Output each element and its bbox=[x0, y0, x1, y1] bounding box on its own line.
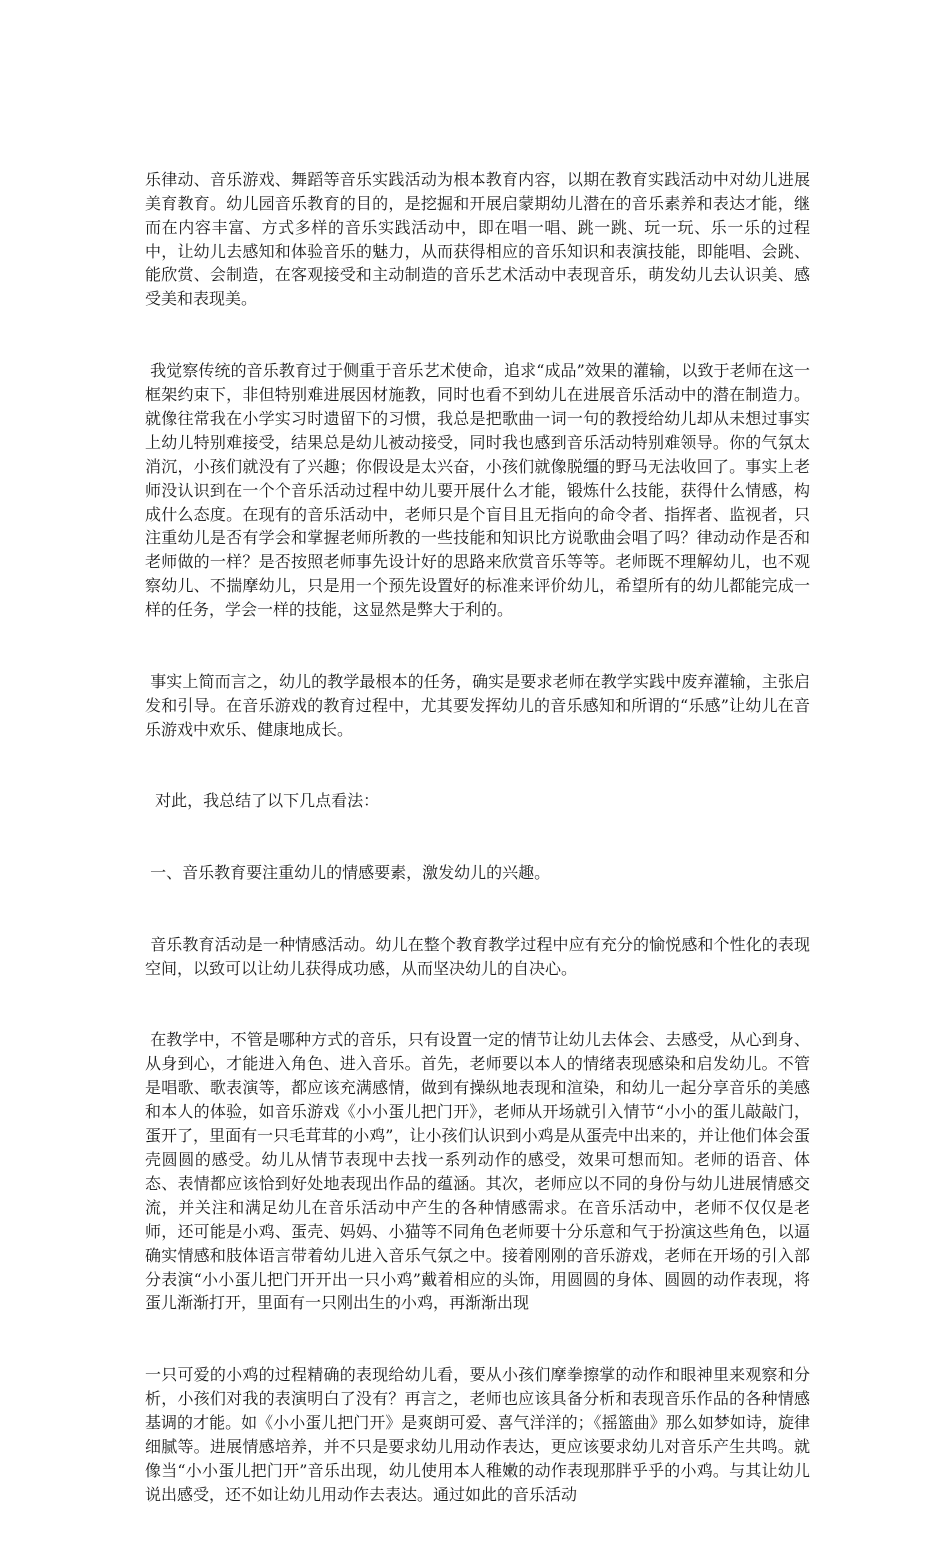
paragraph-5: 音乐教育活动是一种情感活动。幼儿在整个教育教学过程中应有充分的愉悦感和个性化的表现空间，以致可以让幼儿获得成功感，从而坚决幼儿的自决心。 bbox=[145, 934, 810, 978]
paragraph-7: 一只可爱的小鸡的过程精确的表现给幼儿看，要从小孩们摩拳擦掌的动作和眼神里来观察和分析，小孩们对我的表演明白了没有？再言之，老师也应该具备分析和表现音乐作品的各种情感基调的才能。如《小小蛋儿把门开》是爽朗可爱、喜气洋洋的；《摇篮曲》那么如梦如诗，旋律细腻等。进展情感培养，并不只是要求幼儿用动作表达，更应该要求幼儿对音乐产生共鸣。就像当“小小蛋儿把门开”音乐出现，幼儿使用本人稚嫩的动作表现那胖乎乎的小鸡。与其让幼儿说出感受，还不如让幼儿用动作去表达。通过如此的音乐活动 bbox=[145, 1365, 810, 1504]
section-heading-1: 一、音乐教育要注重幼儿的情感要素，激发幼儿的兴趣。 bbox=[145, 863, 551, 883]
paragraph-1: 乐律动、音乐游戏、舞蹈等音乐实践活动为根本教育内容，以期在教育实践活动中对幼儿进展美育教育。幼儿园音乐教育的目的，是挖掘和开展启蒙期幼儿潜在的音乐素养和表达才能，继而在内容丰富、方式多样的音乐实践活动中，即在唱一唱、跳一跳、玩一玩、乐一乐的过程中，让幼儿去感知和体验音乐的魅力，从而获得相应的音乐知识和表演技能，即能唱、会跳、能欣赏、会制造，在客观接受和主动制造的音乐艺术活动中表现音乐，萌发幼儿去认识美、感受美和表现美。 bbox=[145, 169, 810, 309]
document-body bbox=[145, 120, 810, 1554]
paragraph-4: 对此，我总结了以下几点看法： bbox=[145, 791, 380, 811]
paragraph-2: 我觉察传统的音乐教育过于侧重于音乐艺术使命，追求“成品”效果的灌输，以致于老师在这一框架约束下，非但特别难进展因材施教，同时也看不到幼儿在进展音乐活动中的潜在制造力。就像往常我在小学实习时遗留下的习惯，我总是把歌曲一词一句的教授给幼儿却从未想过事实上幼儿特别难接受，结果总是幼儿被动接受，同时我也感到音乐活动特别难领导。你的气氛太消沉，小孩们就没有了兴趣；你假设是太兴奋，小孩们就像脱缰的野马无法收回了。事实上老师没认识到在一个个音乐活动过程中幼儿要开展什么才能，锻炼什么技能，获得什么情感，构成什么态度。在现有的音乐活动中，老师只是个盲目且无指向的命令者、指挥者、监视者，只注重幼儿是否有学会和掌握老师所教的一些技能和知识比方说歌曲会唱了吗？律动动作是否和老师做的一样？是否按照老师事先设计好的思路来欣赏音乐等等。老师既不理解幼儿，也不观察幼儿、不揣摩幼儿，只是用一个预先设置好的标准来评价幼儿，希望所有的幼儿都能完成一样的任务，学会一样的技能，这显然是弊大于利的。 bbox=[145, 361, 810, 620]
paragraph-3: 事实上简而言之，幼儿的教学最根本的任务，确实是要求老师在教学实践中废弃灌输，主张启发和引导。在音乐游戏的教育过程中，尤其要发挥幼儿的音乐感知和所谓的“乐感”让幼儿在音乐游戏中欢乐、健康地成长。 bbox=[145, 671, 810, 739]
paragraph-6: 在教学中，不管是哪种方式的音乐，只有设置一定的情节让幼儿去体会、去感受，从心到身、从身到心，才能进入角色、进入音乐。首先，老师要以本人的情绪表现感染和启发幼儿。不管是唱歌、歌表演等，都应该充满感情，做到有操纵地表现和渲染，和幼儿一起分享音乐的美感和本人的体验，如音乐游戏《小小蛋儿把门开》，老师从开场就引入情节“小小的蛋儿敲敲门，蛋开了，里面有一只毛茸茸的小鸡”，让小孩们认识到小鸡是从蛋壳中出来的，并让他们体会蛋壳圆圆的感受。幼儿从情节表现中去找一系列动作的感受，效果可想而知。老师的语音、体态、表情都应该恰到好处地表现出作品的蕴涵。其次，老师应以不同的身份与幼儿进展情感交流，并关注和满足幼儿在音乐活动中产生的各种情感需求。在音乐活动中，老师不仅仅是老师，还可能是小鸡、蛋壳、妈妈、小猫等不同角色老师要十分乐意和气于扮演这些角色，以逼确实情感和肢体语言带着幼儿进入音乐气氛之中。接着刚刚的音乐游戏，老师在开场的引入部分表演“小小蛋儿把门开开出一只小鸡”戴着相应的头饰，用圆圆的身体、圆圆的动作表现，将蛋儿渐渐打开，里面有一只刚出生的小鸡，再渐渐出现 bbox=[145, 1030, 810, 1313]
